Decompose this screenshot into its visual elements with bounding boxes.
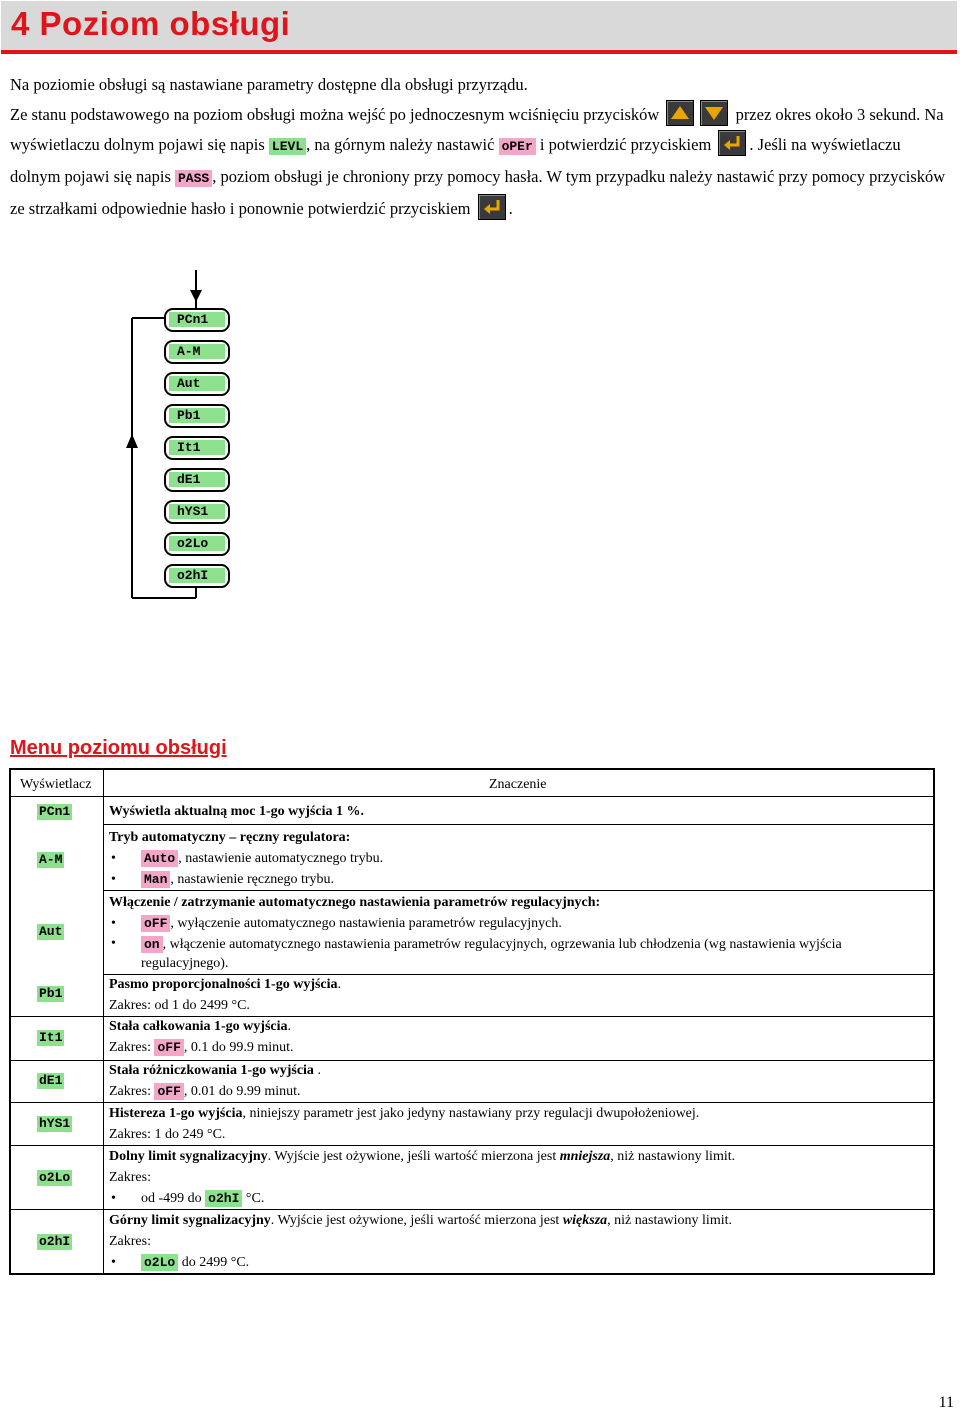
section-title: Menu poziomu obsługi: [10, 737, 227, 759]
divider: [103, 770, 104, 796]
page-title: 4 Poziom obsługi: [11, 5, 291, 42]
title-bar: [1, 1, 957, 54]
lcd-pass: PASS: [175, 170, 212, 187]
up-arrow-button-icon: [666, 100, 694, 126]
table-code: hYS1: [39, 1116, 71, 1131]
table-code: o2Lo: [39, 1170, 71, 1185]
table-row: Pasmo proporcjonalności 1-go wyjścia. Zakres: od 1 do 2499 °C.: [109, 977, 342, 1013]
page-number: 11: [938, 1394, 954, 1411]
menu-flow-diagram: [120, 268, 240, 618]
intro-text-run: przez okres około 3 sekund. Na wyświetlaczu dolnym pojawi się napis: [10, 105, 944, 154]
divider: [11, 796, 935, 797]
table-row: Stała całkowania 1-go wyjścia. Zakres: oFF , 0.1 do 99.9 minut.: [109, 1019, 294, 1055]
table-code: PCn1: [39, 804, 71, 819]
table-row: Dolny limit sygnalizacyjny. Wyjście jest ożywione, jeśli wartość mierzona jest mniejsza, niż nastawiony limit. Zakres: • od -499 do o2hI °C.: [109, 1146, 929, 1209]
intro-text-run: Jeśli na wyświetlaczu dolnym pojawi się napis: [10, 135, 901, 186]
lcd-levl: LEVL: [269, 138, 306, 155]
table-row: Włączenie / zatrzymanie automatycznego nastawienia parametrów regulacyjnych: • oFF , wyłączenie automatycznego nastawienia parametrów regulacyjnych. • on , włączenie automatycznego nastawienia parametrów regulacyjnych, ogrzewania lub chłodzenia (wg nastawienia wyjścia regulacyjnego).: [109, 892, 929, 973]
intro-text: [10, 70, 950, 224]
table-header-display: Wyświetlacz: [20, 777, 92, 792]
intro-text-run: , na górnym należy nastawić: [306, 135, 495, 154]
intro-text-run: , poziom obsługi je chroniony przy pomocy hasła. W tym przypadku należy nastawić przy pomocy przycisków ze strzałkami odpowiednie hasło i ponownie potwierdzić przyciskiem: [10, 167, 946, 218]
table-code: dE1: [39, 1073, 63, 1088]
table-row: Tryb automatyczny – ręczny regulatora: • Auto , nastawienie automatycznego trybu. • Man , nastawienie ręcznego trybu.: [109, 827, 929, 890]
enter-button-icon: [478, 194, 506, 220]
table-code: It1: [39, 1030, 63, 1045]
diagram-item: It1: [164, 436, 230, 460]
table-row: Stała różniczkowania 1-go wyjścia . Zakres: oFF , 0.01 do 9.99 minut.: [109, 1063, 321, 1099]
intro-text-run: i potwierdzić przyciskiem: [539, 135, 712, 154]
divider: [103, 824, 935, 825]
diagram-item: o2Lo: [164, 532, 230, 556]
table-code: Pb1: [39, 986, 63, 1001]
diagram-item: A-M: [164, 340, 230, 364]
diagram-item: hYS1: [164, 500, 230, 524]
diagram-item: o2hI: [164, 564, 230, 588]
intro-text-run: Ze stanu podstawowego na poziom obsługi można wejść po jednoczesnym wciśnięciu przycisków: [10, 105, 660, 124]
table-code: o2hI: [39, 1234, 71, 1249]
diagram-item: dE1: [164, 468, 230, 492]
diagram-item: Aut: [164, 372, 230, 396]
parameter-table: [9, 768, 935, 1275]
table-header-meaning: Znaczenie: [489, 777, 547, 792]
divider: [103, 890, 935, 891]
table-code: Aut: [39, 924, 63, 939]
table-row: Histereza 1-go wyjścia, niniejszy parametr jest jako jedyny nastawiany przy regulacji dwupołożeniowej. Zakres: 1 do 249 °C.: [109, 1106, 700, 1142]
enter-button-icon: [718, 130, 746, 156]
intro-paragraph-1: Na poziomie obsługi są nastawiane parametry dostępne dla obsługi przyrządu.: [10, 75, 528, 94]
intro-text-run: .: [508, 199, 513, 218]
table-row: Górny limit sygnalizacyjny. Wyjście jest ożywione, jeśli wartość mierzona jest większa, niż nastawiony limit. Zakres: • o2Lo do 2499 °C.: [109, 1210, 929, 1273]
intro-paragraph-2: [10, 100, 950, 224]
intro-text-run: .: [749, 135, 754, 154]
diagram-item: PCn1: [164, 308, 230, 332]
table-code: A-M: [39, 852, 63, 867]
down-arrow-button-icon: [700, 100, 728, 126]
diagram-item: Pb1: [164, 404, 230, 428]
lcd-oper: oPEr: [499, 138, 536, 155]
divider: [103, 796, 104, 1275]
table-row: Wyświetla aktualną moc 1-go wyjścia 1 %.: [109, 804, 364, 819]
